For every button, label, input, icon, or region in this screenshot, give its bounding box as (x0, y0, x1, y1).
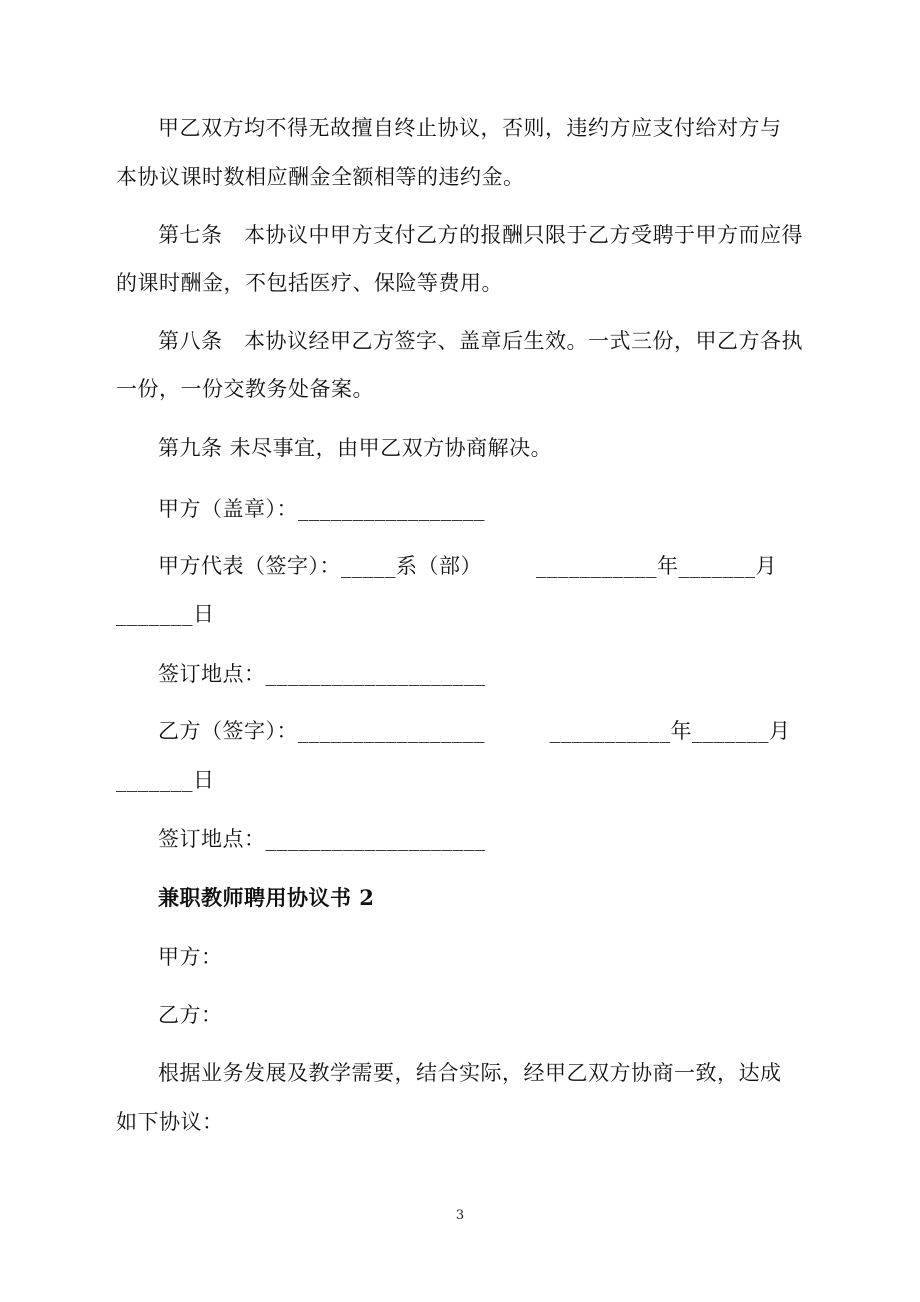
signing-place-line: 签订地点：____________________ (158, 662, 486, 686)
date-day-line: _______日 (116, 602, 215, 626)
article-8-line: 第八条 本协议经甲乙方签字、盖章后生效。一式三份，甲乙方各执 (158, 329, 803, 353)
section-title: 兼职教师聘用协议书 2 (158, 885, 375, 910)
date-day-line: _______日 (116, 768, 215, 792)
signing-place-line: 签订地点：____________________ (158, 827, 486, 851)
article-7-line: 第七条 本协议中甲方支付乙方的报酬只限于乙方受聘于甲方而应得 (158, 223, 803, 247)
paragraph-line: 一份，一份交教务处备案。 (116, 377, 374, 401)
page-number: 3 (455, 1208, 465, 1223)
party-a-rep-line: 甲方代表（签字）：_____系（部） ___________年_______月 (158, 554, 777, 578)
party-b-line: 乙方： (158, 1003, 223, 1027)
paragraph-line: 甲乙双方均不得无故擅自终止协议，否则，违约方应支付给对方与 (158, 116, 782, 140)
article-9-line: 第九条 未尽事宜，由甲乙双方协商解决。 (158, 436, 553, 460)
paragraph-line: 根据业务发展及教学需要，结合实际，经甲乙双方协商一致，达成 (158, 1061, 782, 1085)
party-a-seal-line: 甲方（盖章）：_________________ (158, 497, 485, 521)
paragraph-line: 本协议课时数相应酬金全额相等的违约金。 (116, 165, 525, 189)
party-a-line: 甲方： (158, 945, 223, 969)
paragraph-line: 如下协议： (116, 1110, 224, 1134)
paragraph-line: 的课时酬金，不包括医疗、保险等费用。 (116, 271, 503, 295)
party-b-sign-line: 乙方（签字）：_________________ ___________年_______月 (158, 719, 791, 743)
